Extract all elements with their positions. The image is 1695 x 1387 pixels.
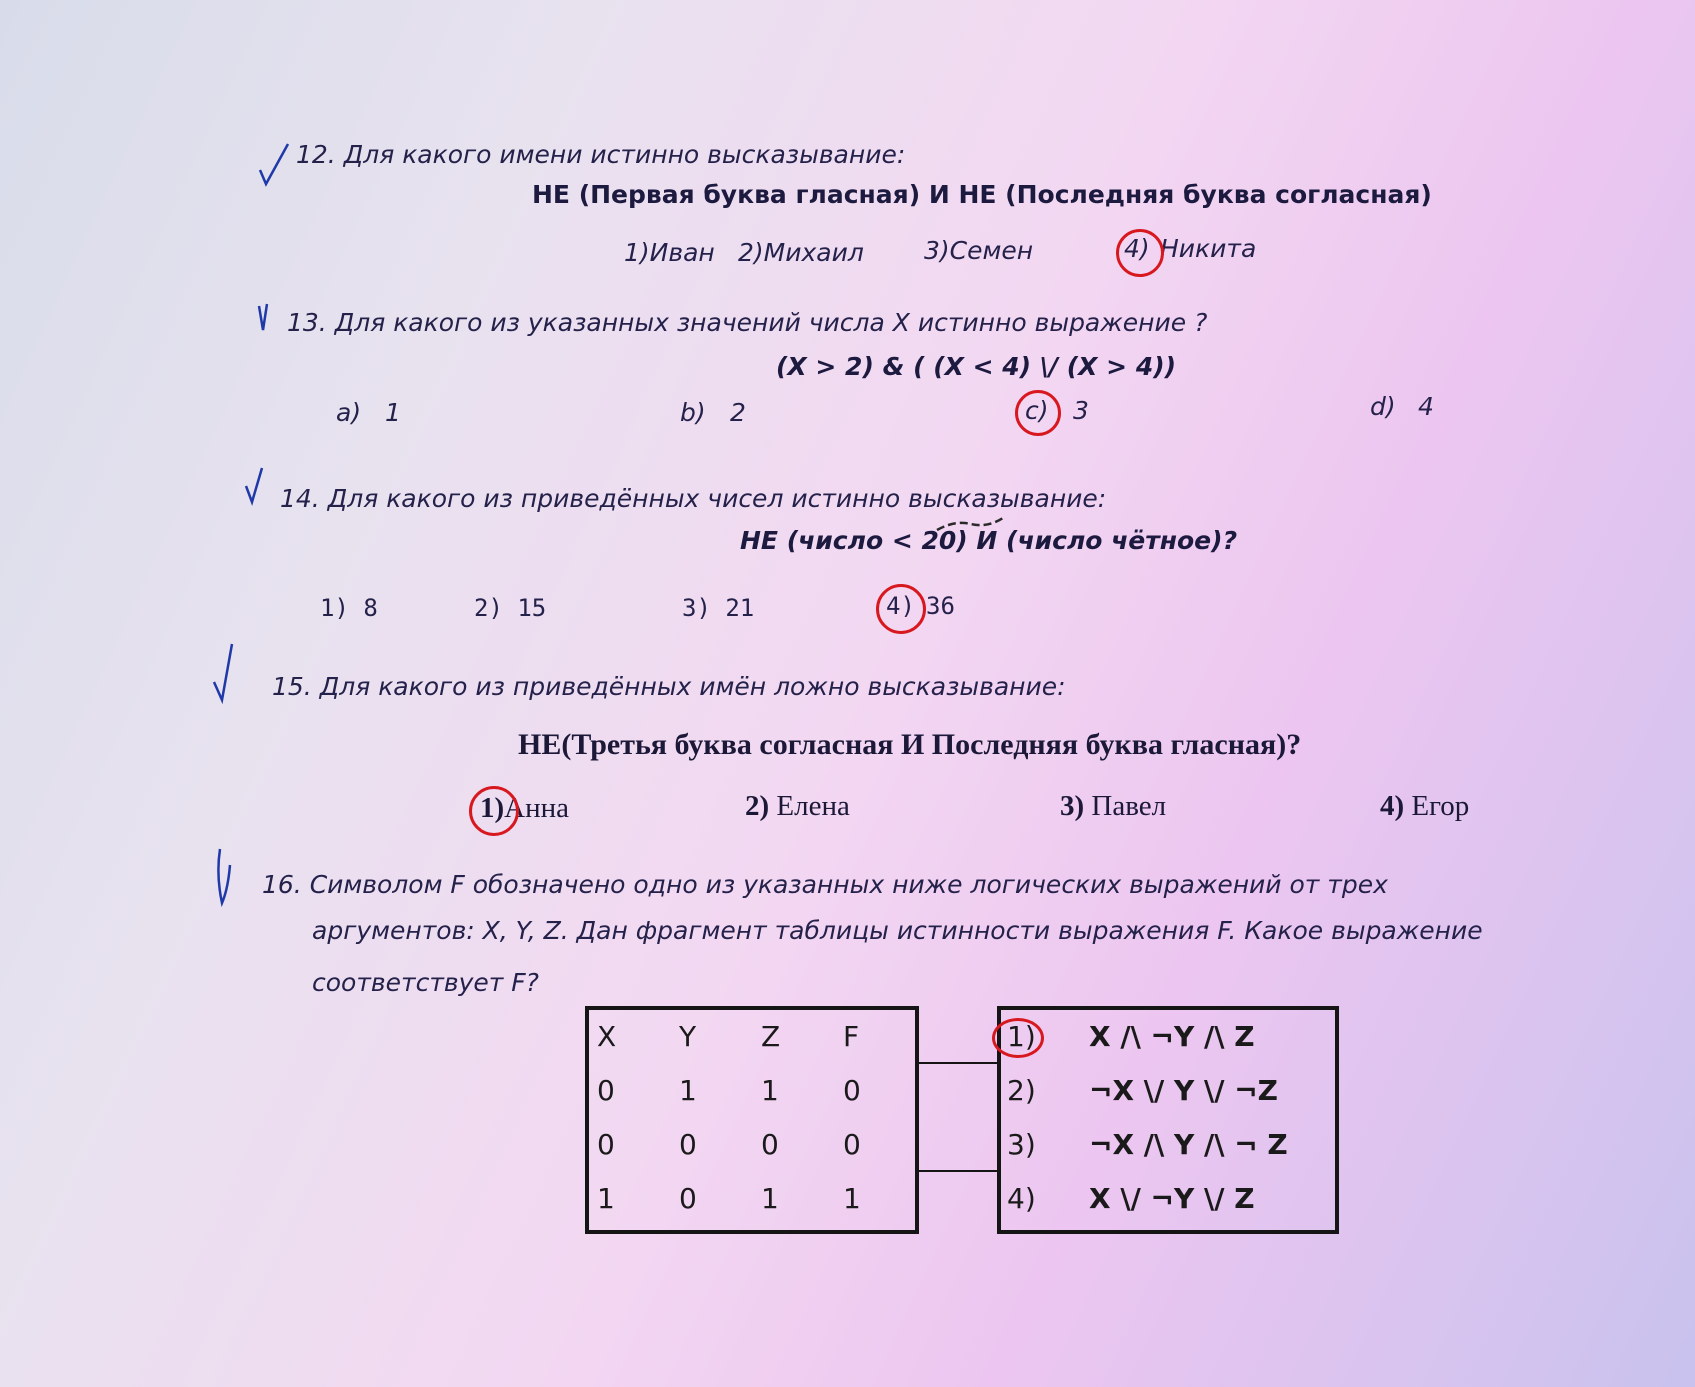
checkmark-q15-icon (210, 640, 240, 704)
truth-table-cell: 0 (597, 1128, 615, 1161)
q12-option-3[interactable]: 3)Семен (924, 236, 1034, 265)
truth-table-cell: 1 (761, 1182, 779, 1215)
checkmark-q16-icon (214, 845, 236, 909)
q15-option-3-num: 3) (1060, 790, 1085, 822)
choice-2-num[interactable]: 2) (1007, 1074, 1036, 1107)
q14-question: 14. Для какого из приведённых чисел истинно высказывание: (280, 484, 1107, 513)
truth-table-cell: 0 (679, 1182, 697, 1215)
q14-option-1[interactable]: 1) 8 (320, 594, 378, 622)
q14-formula: НЕ (число < 20) И (число чётное)? (740, 526, 1238, 555)
q13-option-a-label[interactable]: a) (336, 398, 362, 427)
q12-option-1[interactable]: 1)Иван (624, 238, 715, 267)
q15-option-2-num: 2) (745, 790, 770, 822)
q12-option-2[interactable]: 2)Михаил (738, 238, 864, 267)
q15-option-4-name: Егор (1411, 790, 1470, 822)
q16-question-line3: соответствует F? (312, 968, 539, 997)
truth-table-header-f: F (843, 1020, 860, 1053)
q16-question-line1: 16. Символом F обозначено одно из указанных ниже логических выражений от трех (262, 870, 1388, 899)
truth-table-cell: 1 (679, 1074, 697, 1107)
q16-question-line2: аргументов: X, Y, Z. Дан фрагмент таблицы истинности выражения F. Какое выражение (312, 916, 1483, 945)
answer-circle (876, 584, 926, 634)
q12-option-4-name[interactable]: Никита (1160, 234, 1257, 263)
choice-1-expr[interactable]: X /\ ¬Y /\ Z (1089, 1020, 1255, 1053)
q12-option-4-num[interactable]: 4) (1124, 234, 1150, 263)
handwritten-scribble-icon (935, 514, 1005, 534)
q12-formula: НЕ (Первая буква гласная) И НЕ (Последняя буква согласная) (532, 180, 1432, 209)
truth-table-header-y: Y (679, 1020, 697, 1053)
q15-formula: НЕ(Третья буква согласная И Последняя буква гласная)? (518, 728, 1302, 761)
q15-option-3[interactable] (1060, 790, 1166, 823)
q14-option-2[interactable]: 2) 15 (474, 594, 547, 622)
q13-option-b-label[interactable]: b) (680, 398, 706, 427)
choice-4-num[interactable]: 4) (1007, 1182, 1036, 1215)
truth-table-header-x: X (597, 1020, 617, 1053)
truth-table-header-z: Z (761, 1020, 781, 1053)
q15-option-3-name: Павел (1091, 790, 1167, 822)
truth-table-cell: 1 (761, 1074, 779, 1107)
q15-option-2[interactable] (745, 790, 850, 823)
answer-circle (992, 1018, 1044, 1058)
q13-option-d-value[interactable]: 4 (1418, 392, 1434, 421)
q15-option-4[interactable] (1380, 790, 1469, 823)
q15-option-4-num: 4) (1380, 790, 1405, 822)
q12-question: 12. Для какого имени истинно высказывание: (296, 140, 906, 169)
q14-option-4-num[interactable]: 4) (886, 592, 915, 620)
choice-2-expr[interactable]: ¬X \/ Y \/ ¬Z (1089, 1074, 1278, 1107)
q13-option-c-value[interactable]: 3 (1073, 396, 1089, 425)
q13-option-a-value[interactable]: 1 (385, 398, 401, 427)
truth-table-cell: 0 (761, 1128, 779, 1161)
truth-table-cell: 0 (679, 1128, 697, 1161)
checkmark-q12-icon (258, 140, 292, 190)
answer-circle (1015, 390, 1061, 436)
q13-option-b-value[interactable]: 2 (730, 398, 746, 427)
truth-table (585, 1006, 919, 1234)
q15-option-1-name: Анна (504, 792, 570, 824)
q15-option-2-name: Елена (776, 790, 850, 822)
q13-question: 13. Для какого из указанных значений числа Х истинно выражение ? (287, 308, 1208, 337)
truth-table-cell: 0 (843, 1074, 861, 1107)
connector-line (915, 1170, 998, 1172)
q14-option-3[interactable]: 3) 21 (682, 594, 755, 622)
q13-option-d-label[interactable]: d) (1370, 392, 1396, 421)
choice-4-expr[interactable]: X \/ ¬Y \/ Z (1089, 1182, 1255, 1215)
answer-circle (1116, 229, 1164, 277)
q13-formula: (X > 2) & ( (X < 4) \/ (X > 4)) (776, 352, 1177, 381)
q14-option-4-value[interactable]: 36 (926, 592, 955, 620)
choice-1-num[interactable]: 1) (1007, 1020, 1036, 1053)
choice-3-expr[interactable]: ¬X /\ Y /\ ¬ Z (1089, 1128, 1288, 1161)
q15-question: 15. Для какого из приведённых имён ложно высказывание: (272, 672, 1066, 701)
checkmark-q13-icon (255, 298, 275, 338)
q13-option-c-label[interactable]: c) (1025, 396, 1049, 425)
q15-option-1-num: 1) (480, 792, 505, 824)
truth-table-cell: 0 (843, 1128, 861, 1161)
expressions-box (997, 1006, 1339, 1234)
answer-circle (469, 786, 519, 836)
truth-table-cell: 0 (597, 1074, 615, 1107)
truth-table-cell: 1 (843, 1182, 861, 1215)
connector-line (915, 1062, 998, 1064)
checkmark-q14-icon (244, 464, 268, 508)
truth-table-cell: 1 (597, 1182, 615, 1215)
choice-3-num[interactable]: 3) (1007, 1128, 1036, 1161)
